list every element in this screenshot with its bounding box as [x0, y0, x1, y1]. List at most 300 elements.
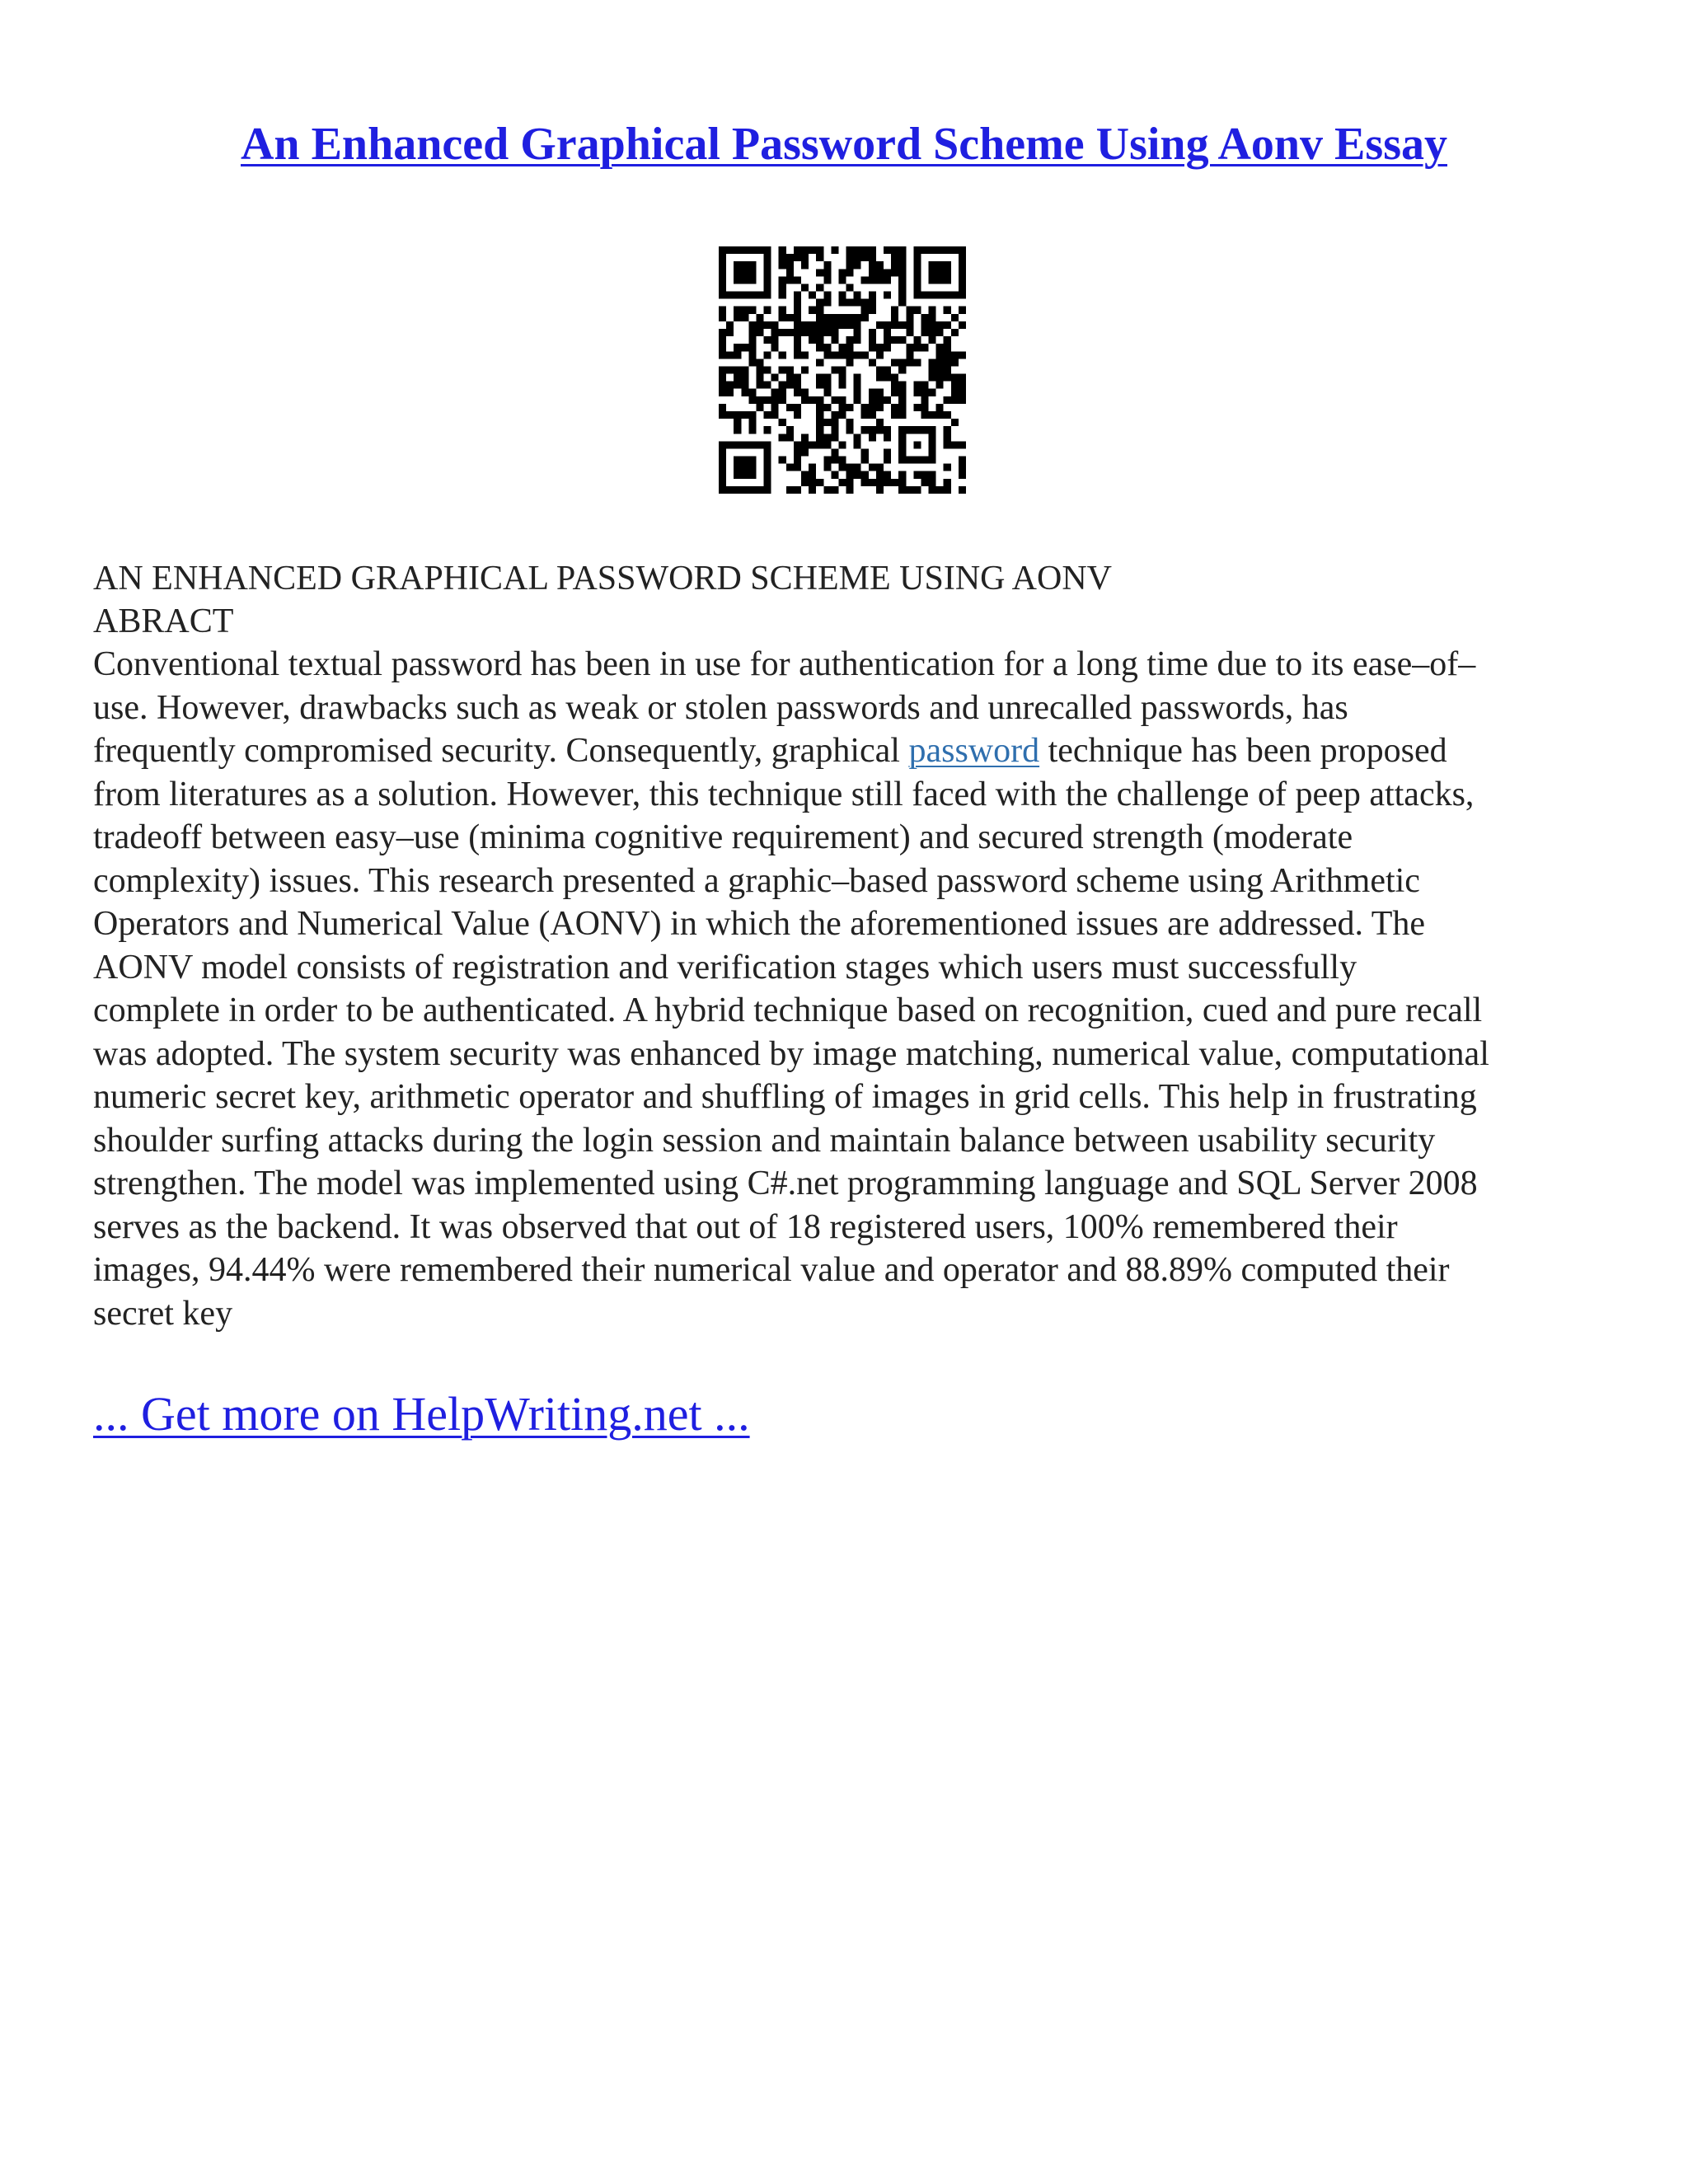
- abstract-line: was adopted. The system security was enhanced by image matching, numerical value, computational: [93, 1034, 1489, 1073]
- qr-module: [846, 351, 854, 359]
- qr-module: [823, 314, 831, 321]
- qr-module: [748, 329, 756, 336]
- qr-module: [719, 329, 726, 336]
- qr-module: [869, 292, 876, 299]
- qr-module: [726, 292, 734, 299]
- qr-module: [786, 486, 794, 494]
- qr-module: [786, 329, 794, 336]
- qr-module: [801, 351, 809, 359]
- qr-module: [898, 479, 906, 486]
- qr-module: [756, 382, 763, 389]
- qr-module: [846, 426, 854, 434]
- document-body: [93, 557, 1601, 1335]
- qr-module: [734, 426, 741, 434]
- qr-module: [816, 246, 823, 254]
- qr-module: [801, 246, 809, 254]
- get-more-link-container: [93, 1385, 750, 1444]
- qr-module: [929, 314, 936, 321]
- qr-module: [786, 269, 794, 276]
- qr-module: [719, 448, 726, 456]
- qr-module: [876, 471, 884, 479]
- qr-module: [944, 479, 951, 486]
- qr-module: [823, 292, 831, 299]
- qr-module: [929, 434, 936, 441]
- qr-module: [831, 336, 838, 344]
- qr-module: [831, 419, 838, 426]
- qr-module: [748, 276, 756, 284]
- qr-module: [846, 359, 854, 366]
- qr-module: [921, 321, 928, 329]
- qr-module: [854, 254, 861, 261]
- qr-module: [913, 269, 921, 276]
- qr-module: [764, 448, 771, 456]
- qr-module: [869, 464, 876, 471]
- qr-module: [898, 411, 906, 419]
- qr-module: [764, 426, 771, 434]
- qr-module: [861, 299, 869, 307]
- qr-module: [748, 464, 756, 471]
- qr-module: [741, 344, 748, 351]
- qr-module: [929, 292, 936, 299]
- qr-module: [719, 344, 726, 351]
- qr-module: [959, 321, 966, 329]
- qr-module: [959, 307, 966, 314]
- qr-module: [801, 441, 809, 448]
- qr-module: [734, 486, 741, 494]
- qr-module: [838, 441, 846, 448]
- qr-module: [801, 448, 809, 456]
- qr-module: [823, 374, 831, 382]
- qr-module: [913, 261, 921, 269]
- qr-module: [944, 246, 951, 254]
- qr-module: [801, 329, 809, 336]
- qr-module: [771, 404, 779, 411]
- qr-module: [838, 276, 846, 284]
- qr-module: [869, 479, 876, 486]
- qr-module: [779, 396, 786, 404]
- qr-module: [898, 448, 906, 456]
- qr-module: [959, 389, 966, 396]
- get-more-link[interactable]: ... Get more on HelpWriting.net ...: [93, 1387, 750, 1441]
- qr-module: [929, 336, 936, 344]
- qr-module: [921, 471, 928, 479]
- qr-module: [936, 411, 944, 419]
- qr-module: [831, 314, 838, 321]
- qr-module: [816, 441, 823, 448]
- qr-module: [876, 396, 884, 404]
- qr-module: [764, 382, 771, 389]
- qr-module: [741, 457, 748, 464]
- qr-code-icon: [719, 246, 966, 494]
- qr-module: [959, 471, 966, 479]
- qr-module: [764, 411, 771, 419]
- qr-module: [801, 366, 809, 373]
- qr-module: [741, 389, 748, 396]
- qr-module: [726, 382, 734, 389]
- qr-module: [831, 329, 838, 336]
- qr-module: [944, 321, 951, 329]
- qr-module: [771, 329, 779, 336]
- qr-module: [764, 307, 771, 314]
- qr-module: [944, 441, 951, 448]
- qr-module: [719, 307, 726, 314]
- qr-module: [756, 441, 763, 448]
- qr-module: [891, 359, 898, 366]
- qr-module: [869, 411, 876, 419]
- password-link[interactable]: password: [908, 732, 1040, 770]
- qr-module: [823, 434, 831, 441]
- qr-module: [944, 411, 951, 419]
- qr-module: [794, 299, 801, 307]
- qr-module: [959, 486, 966, 494]
- qr-module: [764, 246, 771, 254]
- qr-module: [734, 314, 741, 321]
- qr-module: [794, 404, 801, 411]
- qr-module: [748, 411, 756, 419]
- qr-module: [831, 411, 838, 419]
- qr-module: [861, 246, 869, 254]
- qr-module: [816, 404, 823, 411]
- qr-module: [823, 276, 831, 284]
- qr-module: [898, 434, 906, 441]
- qr-module: [816, 382, 823, 389]
- qr-module: [846, 254, 854, 261]
- qr-module: [719, 471, 726, 479]
- qr-module: [831, 321, 838, 329]
- qr-module: [876, 464, 884, 471]
- qr-module: [741, 246, 748, 254]
- qr-module: [913, 441, 921, 448]
- qr-module: [741, 486, 748, 494]
- qr-module: [756, 366, 763, 373]
- title-link[interactable]: An Enhanced Graphical Password Scheme Using Aonv Essay: [240, 119, 1447, 170]
- qr-module: [913, 336, 921, 344]
- qr-module: [734, 411, 741, 419]
- qr-module: [913, 344, 921, 351]
- qr-module: [846, 486, 854, 494]
- qr-module: [809, 479, 816, 486]
- qr-module: [936, 382, 944, 389]
- qr-module: [869, 359, 876, 366]
- abstract-line: Conventional textual password has been in use for authentication for a long time due to its ease–of–: [93, 645, 1476, 683]
- qr-module: [748, 486, 756, 494]
- qr-module: [794, 389, 801, 396]
- qr-module: [748, 321, 756, 329]
- abstract-line: tradeoff between easy–use (minima cognitive requirement) and secured strength (moderate: [93, 818, 1353, 856]
- qr-module: [786, 261, 794, 269]
- qr-module: [719, 457, 726, 464]
- qr-module: [884, 374, 891, 382]
- qr-module: [876, 486, 884, 494]
- qr-module: [794, 329, 801, 336]
- qr-module: [734, 457, 741, 464]
- qr-module: [838, 351, 846, 359]
- qr-module: [816, 336, 823, 344]
- qr-module: [719, 292, 726, 299]
- qr-module: [891, 254, 898, 261]
- qr-module: [756, 404, 763, 411]
- qr-module: [786, 434, 794, 441]
- qr-module: [921, 411, 928, 419]
- qr-module: [794, 307, 801, 314]
- qr-module: [756, 314, 763, 321]
- qr-module: [929, 359, 936, 366]
- qr-module: [891, 307, 898, 314]
- qr-module: [816, 307, 823, 314]
- qr-module: [726, 486, 734, 494]
- qr-module: [861, 448, 869, 456]
- qr-module: [794, 276, 801, 284]
- qr-module: [741, 276, 748, 284]
- qr-module: [891, 389, 898, 396]
- qr-module: [816, 426, 823, 434]
- qr-module: [748, 307, 756, 314]
- qr-module: [734, 307, 741, 314]
- qr-module: [734, 344, 741, 351]
- qr-module: [823, 344, 831, 351]
- qr-module: [779, 419, 786, 426]
- qr-module: [854, 434, 861, 441]
- qr-module: [854, 314, 861, 321]
- qr-module: [854, 261, 861, 269]
- qr-module: [921, 246, 928, 254]
- qr-module: [786, 366, 794, 373]
- qr-module: [764, 351, 771, 359]
- qr-module: [764, 254, 771, 261]
- qr-module: [838, 321, 846, 329]
- qr-module: [831, 457, 838, 464]
- qr-module: [854, 299, 861, 307]
- qr-module: [809, 441, 816, 448]
- qr-module: [779, 366, 786, 373]
- qr-module: [719, 441, 726, 448]
- qr-module: [898, 441, 906, 448]
- qr-module: [831, 426, 838, 434]
- qr-module: [891, 479, 898, 486]
- qr-module: [719, 276, 726, 284]
- qr-module: [951, 246, 959, 254]
- qr-module: [898, 396, 906, 404]
- qr-module: [861, 254, 869, 261]
- qr-module: [786, 314, 794, 321]
- qr-module: [794, 448, 801, 456]
- qr-module: [838, 344, 846, 351]
- qr-module: [741, 269, 748, 276]
- qr-module: [959, 441, 966, 448]
- abstract-line: shoulder surfing attacks during the login session and maintain balance between usability security: [93, 1121, 1436, 1160]
- qr-module: [913, 457, 921, 464]
- qr-module: [831, 471, 838, 479]
- qr-module: [944, 351, 951, 359]
- qr-module: [786, 374, 794, 382]
- abstract-line: use. However, drawbacks such as weak or stolen passwords and unrecalled passwords, has: [93, 688, 1348, 727]
- qr-module: [719, 411, 726, 419]
- qr-module: [846, 321, 854, 329]
- qr-module: [944, 276, 951, 284]
- qr-module: [936, 366, 944, 373]
- qr-module: [944, 374, 951, 382]
- qr-module: [779, 254, 786, 261]
- qr-module: [779, 246, 786, 254]
- qr-module: [944, 307, 951, 314]
- qr-module: [764, 292, 771, 299]
- qr-module: [719, 314, 726, 321]
- qr-module: [861, 479, 869, 486]
- qr-module: [734, 471, 741, 479]
- qr-module: [936, 269, 944, 276]
- qr-module: [741, 366, 748, 373]
- qr-module: [794, 457, 801, 464]
- qr-module: [921, 292, 928, 299]
- qr-module: [764, 276, 771, 284]
- qr-module: [809, 471, 816, 479]
- qr-module: [951, 314, 959, 321]
- qr-module: [823, 457, 831, 464]
- qr-module: [906, 329, 913, 336]
- qr-module: [854, 329, 861, 336]
- qr-module: [869, 329, 876, 336]
- qr-module: [891, 269, 898, 276]
- qr-module: [719, 479, 726, 486]
- qr-module: [838, 411, 846, 419]
- qr-module: [764, 336, 771, 344]
- qr-module: [854, 471, 861, 479]
- qr-module: [929, 471, 936, 479]
- qr-module: [756, 359, 763, 366]
- qr-module: [801, 254, 809, 261]
- qr-module: [801, 284, 809, 291]
- qr-module: [921, 457, 928, 464]
- qr-module: [809, 464, 816, 471]
- qr-module: [816, 284, 823, 291]
- qr-module: [951, 329, 959, 336]
- qr-module: [764, 471, 771, 479]
- qr-module: [741, 382, 748, 389]
- qr-module: [779, 292, 786, 299]
- qr-module: [913, 359, 921, 366]
- qr-module: [854, 464, 861, 471]
- qr-module: [906, 314, 913, 321]
- qr-module: [891, 321, 898, 329]
- qr-module: [869, 396, 876, 404]
- qr-module: [929, 321, 936, 329]
- qr-module: [951, 419, 959, 426]
- qr-module: [719, 269, 726, 276]
- qr-module: [719, 254, 726, 261]
- qr-module: [869, 254, 876, 261]
- qr-module: [944, 486, 951, 494]
- qr-module: [809, 307, 816, 314]
- qr-module: [929, 276, 936, 284]
- qr-module: [726, 441, 734, 448]
- qr-module: [898, 359, 906, 366]
- qr-module: [884, 344, 891, 351]
- qr-module: [764, 479, 771, 486]
- qr-module: [891, 382, 898, 389]
- qr-module: [823, 389, 831, 396]
- qr-module: [906, 307, 913, 314]
- abstract-line: secret key: [93, 1294, 233, 1333]
- qr-module: [809, 336, 816, 344]
- qr-module: [891, 404, 898, 411]
- qr-module: [921, 382, 928, 389]
- qr-module: [884, 329, 891, 336]
- qr-module: [838, 382, 846, 389]
- qr-module: [823, 269, 831, 276]
- qr-module: [944, 336, 951, 344]
- qr-module: [861, 404, 869, 411]
- qr-module: [823, 464, 831, 471]
- qr-module: [884, 321, 891, 329]
- qr-module: [869, 426, 876, 434]
- qr-module: [951, 359, 959, 366]
- qr-module: [756, 486, 763, 494]
- qr-module: [951, 351, 959, 359]
- qr-module: [884, 479, 891, 486]
- qr-module: [779, 276, 786, 284]
- qr-module: [959, 269, 966, 276]
- qr-module: [719, 246, 726, 254]
- qr-module: [809, 329, 816, 336]
- qr-module: [823, 299, 831, 307]
- qr-module: [756, 374, 763, 382]
- qr-module: [959, 457, 966, 464]
- qr-module: [779, 307, 786, 314]
- qr-module: [838, 396, 846, 404]
- qr-module: [913, 382, 921, 389]
- qr-module: [786, 276, 794, 284]
- qr-module: [764, 464, 771, 471]
- qr-module: [876, 479, 884, 486]
- qr-module: [959, 396, 966, 404]
- qr-module: [794, 464, 801, 471]
- qr-module: [719, 486, 726, 494]
- qr-module: [884, 426, 891, 434]
- qr-module: [913, 426, 921, 434]
- qr-module: [876, 351, 884, 359]
- qr-module: [794, 411, 801, 419]
- qr-module: [823, 329, 831, 336]
- qr-module: [809, 396, 816, 404]
- qr-module: [741, 292, 748, 299]
- qr-module: [869, 344, 876, 351]
- qr-module: [876, 321, 884, 329]
- qr-module: [921, 426, 928, 434]
- abstract-line: Operators and Numerical Value (AONV) in which the aforementioned issues are addressed. The: [93, 905, 1426, 943]
- qr-module: [838, 299, 846, 307]
- qr-module: [936, 329, 944, 336]
- qr-module: [831, 396, 838, 404]
- qr-module: [891, 336, 898, 344]
- qr-module: [771, 396, 779, 404]
- qr-module: [951, 396, 959, 404]
- qr-module: [823, 321, 831, 329]
- qr-module: [891, 261, 898, 269]
- qr-module: [838, 269, 846, 276]
- qr-module: [794, 246, 801, 254]
- qr-module: [876, 404, 884, 411]
- qr-module: [794, 321, 801, 329]
- qr-module: [898, 254, 906, 261]
- qr-module: [846, 246, 854, 254]
- qr-module: [838, 457, 846, 464]
- qr-module: [741, 411, 748, 419]
- qr-module: [748, 269, 756, 276]
- qr-module: [959, 464, 966, 471]
- qr-module: [959, 351, 966, 359]
- qr-module: [719, 366, 726, 373]
- qr-module: [936, 276, 944, 284]
